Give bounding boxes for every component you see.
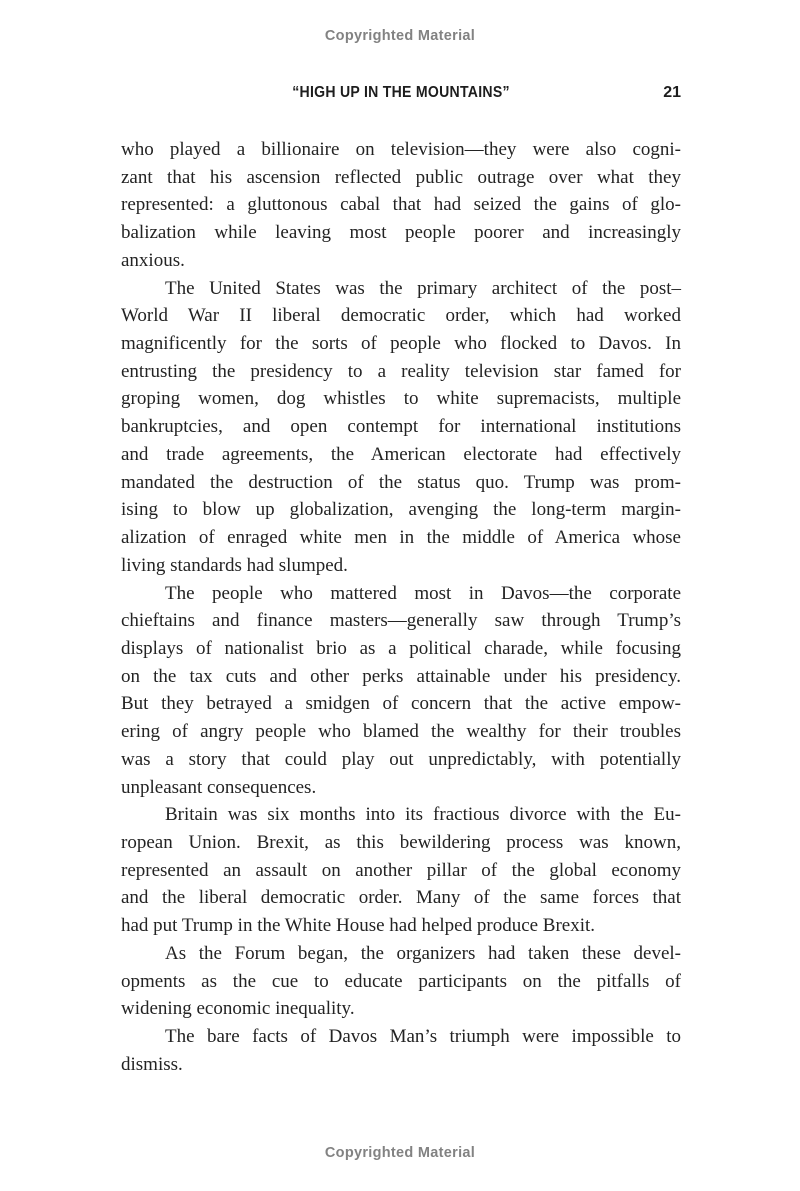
page-number: 21 — [663, 84, 681, 101]
text-line: entrusting the presidency to a reality television star famed for — [121, 360, 681, 382]
text-line: who played a billionaire on television—they were also cogni- — [121, 139, 681, 160]
text-line: magnificently for the sorts of people who flocked to Davos. In — [121, 333, 681, 355]
chapter-title: “HIGH UP IN THE MOUNTAINS” — [292, 84, 510, 101]
text-line: World War II liberal democratic order, which had worked — [121, 305, 681, 327]
text-line: The people who mattered most in Davos—the corporate — [165, 582, 681, 604]
text-line: But they betrayed a smidgen of concern that the active empow- — [121, 693, 681, 715]
text-line: alization of enraged white men in the middle of America whose — [121, 527, 681, 549]
text-line: displays of nationalist brio as a political charade, while focusing — [121, 637, 681, 659]
text-line: represented an assault on another pillar of the global economy — [121, 859, 681, 881]
text-line: bankruptcies, and open contempt for international institutions — [121, 416, 681, 438]
text-line: living standards had slumped. — [121, 554, 348, 576]
text-line: on the tax cuts and other perks attainable under his presidency. — [121, 665, 681, 687]
text-line: ering of angry people who blamed the wealthy for their troubles — [121, 721, 681, 743]
text-line: balization while leaving most people poorer and increasingly — [121, 222, 681, 244]
text-line: was a story that could play out unpredictably, with potentially — [121, 748, 681, 770]
text-line: The United States was the primary architect of the post– — [165, 277, 681, 299]
text-line: zant that his ascension reflected public outrage over what they — [121, 166, 681, 188]
text-line: represented: a gluttonous cabal that had seized the gains of glo- — [121, 194, 681, 216]
text-line: ising to blow up globalization, avenging the long-term margin- — [121, 499, 681, 521]
text-line: chieftains and finance masters—generally saw through Trump’s — [121, 610, 681, 632]
text-line: mandated the destruction of the status quo. Trump was prom- — [121, 471, 681, 493]
text-line: ropean Union. Brexit, as this bewildering process was known, — [121, 831, 681, 853]
body-text — [121, 136, 681, 1078]
text-line: Britain was six months into its fractious divorce with the Eu- — [165, 804, 681, 826]
text-line: As the Forum began, the organizers had taken these devel- — [165, 942, 681, 964]
text-line: The bare facts of Davos Man’s triumph were impossible to — [165, 1026, 681, 1047]
text-line: had put Trump in the White House had helped produce Brexit. — [121, 915, 596, 937]
text-line: groping women, dog whistles to white supremacists, multiple — [121, 388, 681, 410]
text-line: dismiss. — [121, 1053, 183, 1075]
text-line: anxious. — [121, 249, 185, 271]
text-line: widening economic inequality. — [121, 998, 355, 1020]
text-line: and trade agreements, the American electorate had effectively — [121, 443, 681, 465]
text-line: unpleasant consequences. — [121, 776, 317, 798]
text-line: and the liberal democratic order. Many of the same forces that — [121, 887, 681, 909]
running-header — [121, 84, 681, 106]
copyright-notice-bottom: Copyrighted Material — [324, 1145, 476, 1161]
text-line: opments as the cue to educate participants on the pitfalls of — [121, 970, 681, 992]
copyright-notice-top: Copyrighted Material — [324, 28, 476, 44]
